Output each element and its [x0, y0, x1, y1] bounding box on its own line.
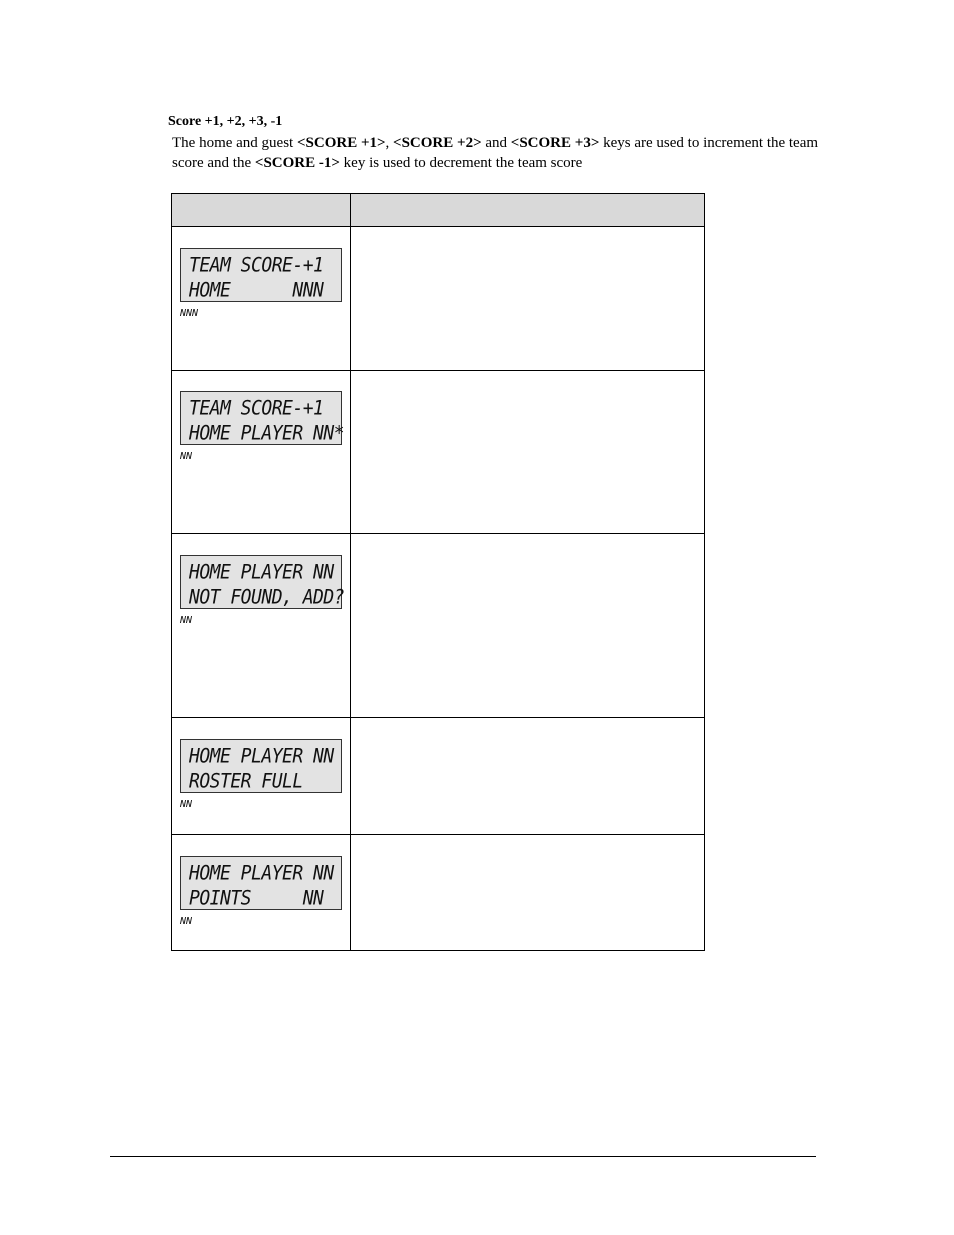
lcd-display	[180, 248, 342, 302]
row-divider	[172, 717, 704, 718]
lcd-line-1: TEAM SCORE-+1	[189, 254, 324, 278]
lcd-note: NNN	[180, 308, 199, 319]
table-header	[172, 194, 704, 227]
lcd-line-2: HOME PLAYER NN*	[189, 422, 345, 446]
section-heading: Score +1, +2, +3, -1	[168, 114, 283, 129]
lcd-line-2: NOT FOUND, ADD?	[189, 586, 345, 610]
lcd-note: NN	[180, 799, 193, 810]
intro-text: key is used to decrement the team score	[339, 155, 583, 171]
lcd-display	[180, 856, 342, 910]
lcd-display	[180, 739, 342, 793]
lcd-line-2: POINTS NN	[189, 887, 324, 911]
row-divider	[172, 370, 704, 371]
key-score-plus-2: <SCORE +2>	[393, 135, 482, 151]
intro-text: keys are used to increment the team score and the	[172, 135, 819, 171]
intro-text: ,	[385, 135, 394, 151]
key-score-minus-1: <SCORE -1>	[254, 155, 340, 171]
lcd-note: NN	[180, 615, 193, 626]
lcd-line-1: TEAM SCORE-+1	[189, 397, 324, 421]
lcd-display	[180, 555, 345, 610]
lcd-line-1: HOME PLAYER NN	[189, 862, 334, 886]
column-divider	[350, 194, 351, 950]
intro-text: The home and guest	[172, 135, 297, 151]
intro-paragraph	[172, 133, 822, 173]
lcd-line-2: ROSTER FULL	[189, 770, 303, 794]
row-divider	[172, 834, 704, 835]
lcd-note: NN	[180, 451, 193, 462]
lcd-note: NN	[180, 916, 193, 927]
lcd-line-1: HOME PLAYER NN	[189, 561, 334, 585]
key-score-plus-3: <SCORE +3>	[510, 135, 600, 151]
intro-text: and	[481, 135, 511, 151]
row-divider	[172, 533, 704, 534]
lcd-line-1: HOME PLAYER NN	[189, 745, 334, 769]
lcd-display	[180, 391, 345, 446]
key-score-plus-1: <SCORE +1>	[296, 135, 386, 151]
display-table	[171, 193, 705, 951]
footer-rule	[110, 1156, 816, 1157]
lcd-line-2: HOME NNN	[189, 279, 324, 303]
